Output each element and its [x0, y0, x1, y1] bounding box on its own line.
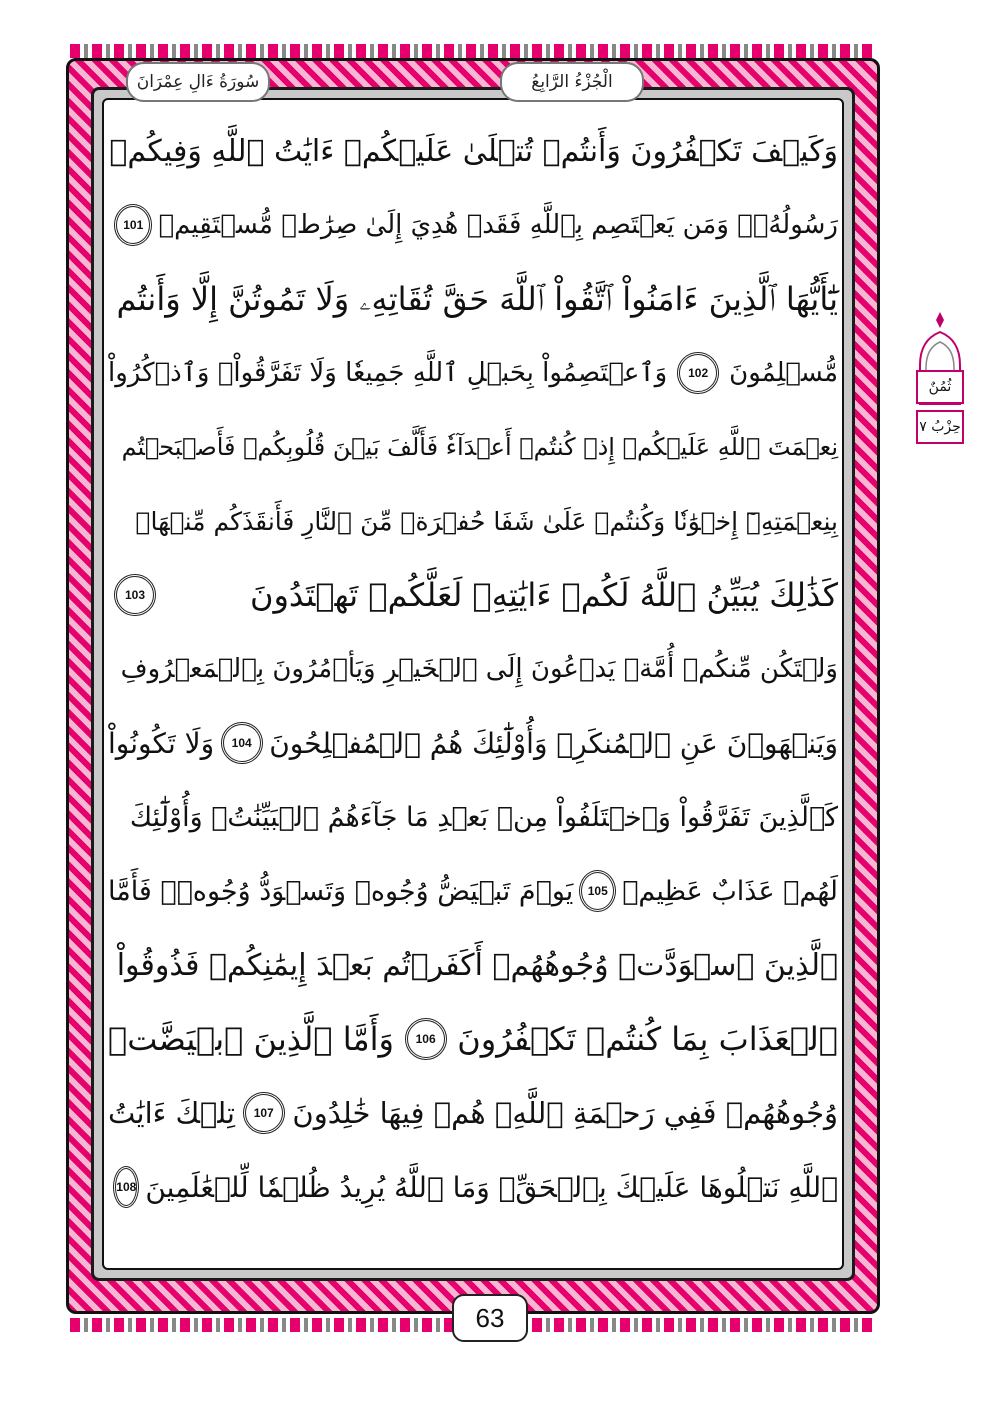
text-line-10	[108, 781, 838, 853]
ayah-number: 102	[677, 352, 719, 394]
text-line-11	[108, 855, 838, 927]
text-line-13	[108, 1003, 838, 1075]
line-text: وَكَيۡفَ تَكۡفُرُونَ وَأَنتُمۡ تُتۡلَىٰ عَلَيۡكُمۡ ءَايَٰتُ ٱللَّهِ وَفِيكُمۡ	[109, 133, 838, 169]
line-text-continued: تِلۡكَ ءَايَٰتُ	[108, 1096, 235, 1130]
line-text: كَٱلَّذِينَ تَفَرَّقُواْ وَٱخۡتَلَفُواْ مِنۢ بَعۡدِ مَا جَآءَهُمُ ٱلۡبَيِّنَٰتُۚ وَأُوْلَٰٓئِكَ	[129, 801, 838, 833]
line-text: ٱلَّذِينَ ٱسۡوَدَّتۡ وُجُوهُهُمۡ أَكَفَرۡتُم بَعۡدَ إِيمَٰنِكُمۡ فَذُوقُواْ	[116, 947, 838, 983]
text-line-14	[108, 1077, 838, 1149]
line-text: نِعۡمَتَ ٱللَّهِ عَلَيۡكُمۡ إِذۡ كُنتُمۡ أَعۡدَآءٗ فَأَلَّفَ بَيۡنَ قُلُوبِكُمۡ فَأَصۡبَحۡتُم	[121, 433, 838, 461]
line-text: ٱللَّهِ نَتۡلُوهَا عَلَيۡكَ بِٱلۡحَقِّۗ وَمَا ٱللَّهُ يُرِيدُ ظُلۡمٗا لِّلۡعَٰلَمِينَ	[145, 1170, 838, 1204]
line-text: يَٰٓأَيُّهَا ٱلَّذِينَ ءَامَنُواْ ٱتَّقُواْ ٱللَّهَ حَقَّ تُقَاتِهِۦ وَلَا تَمُوتُنَّ إِلَّا وَأَنتُم	[116, 279, 838, 318]
line-text: وَيَنۡهَوۡنَ عَنِ ٱلۡمُنكَرِۚ وَأُوْلَٰٓئِكَ هُمُ ٱلۡمُفۡلِحُونَ	[269, 726, 838, 760]
line-text: وُجُوهُهُمۡ فَفِي رَحۡمَةِ ٱللَّهِۖ هُمۡ فِيهَا خَٰلِدُونَ	[292, 1096, 838, 1130]
text-line-5	[108, 411, 838, 483]
line-text-continued: وَلَا تَكُونُواْ	[108, 726, 215, 760]
text-line-9	[108, 707, 838, 779]
text-line-8	[108, 633, 838, 705]
quran-text	[108, 115, 838, 1285]
line-text-continued: يَوۡمَ تَبۡيَضُّ وُجُوهٞ وَتَسۡوَدُّ وُجُوهٞۚ فَأَمَّا	[108, 875, 574, 907]
ayah-number: 107	[243, 1092, 285, 1134]
text-line-4	[108, 337, 838, 409]
hizb-marker	[914, 310, 966, 450]
ayah-number: 101	[114, 204, 152, 246]
text-line-6	[108, 485, 838, 557]
juz-title: الْجُزْءُ الرَّابِعُ	[500, 62, 644, 102]
top-ornament	[70, 44, 876, 58]
ayah-number: 104	[221, 722, 263, 764]
text-line-15	[108, 1151, 838, 1223]
text-line-3	[108, 263, 838, 335]
line-text-continued: وَٱعۡتَصِمُواْ بِحَبۡلِ ٱللَّهِ جَمِيعٗا وَلَا تَفَرَّقُواْۚ وَٱذۡكُرُواْ	[108, 358, 668, 388]
ayah-number: 105	[579, 870, 616, 912]
line-text: لَهُمۡ عَذَابٌ عَظِيمٞ	[622, 875, 838, 907]
line-text-continued: وَأَمَّا ٱلَّذِينَ ٱبۡيَضَّتۡ	[108, 1020, 394, 1058]
line-text: وَلۡتَكُن مِّنكُمۡ أُمَّةٞ يَدۡعُونَ إِلَى ٱلۡخَيۡرِ وَيَأۡمُرُونَ بِٱلۡمَعۡرُوفِ	[120, 654, 838, 684]
ayah-number: 108	[113, 1166, 139, 1208]
text-line-12	[108, 929, 838, 1001]
text-line-2	[108, 189, 838, 261]
line-text: كَذَٰلِكَ يُبَيِّنُ ٱللَّهُ لَكُمۡ ءَايَٰتِهِۦ لَعَلَّكُمۡ تَهۡتَدُونَ	[249, 576, 838, 614]
ayah-number: 103	[114, 574, 156, 616]
text-line-7	[108, 559, 838, 631]
line-text: مُّسۡلِمُونَ	[729, 358, 838, 388]
hizb-label: حِزْبُ ٧	[916, 410, 964, 444]
ayah-number: 106	[405, 1018, 447, 1060]
line-text: رَسُولُهُۥۗ وَمَن يَعۡتَصِم بِٱللَّهِ فَقَدۡ هُدِيَ إِلَىٰ صِرَٰطٖ مُّسۡتَقِيمٖ	[158, 210, 838, 240]
line-text: بِنِعۡمَتِهِۦٓ إِخۡوَٰنٗا وَكُنتُمۡ عَلَىٰ شَفَا حُفۡرَةٖ مِّنَ ٱلنَّارِ فَأَنقَذَكُم مِّنۡهَاۗ	[135, 506, 838, 536]
rub-label: ثُمُنٌ	[916, 370, 964, 404]
text-line-1	[108, 115, 838, 187]
surah-title: سُورَةُ ءَالِ عِمْرَانَ	[126, 62, 270, 102]
line-text: ٱلۡعَذَابَ بِمَا كُنتُمۡ تَكۡفُرُونَ	[457, 1020, 838, 1058]
page-number: 63	[452, 1294, 528, 1342]
